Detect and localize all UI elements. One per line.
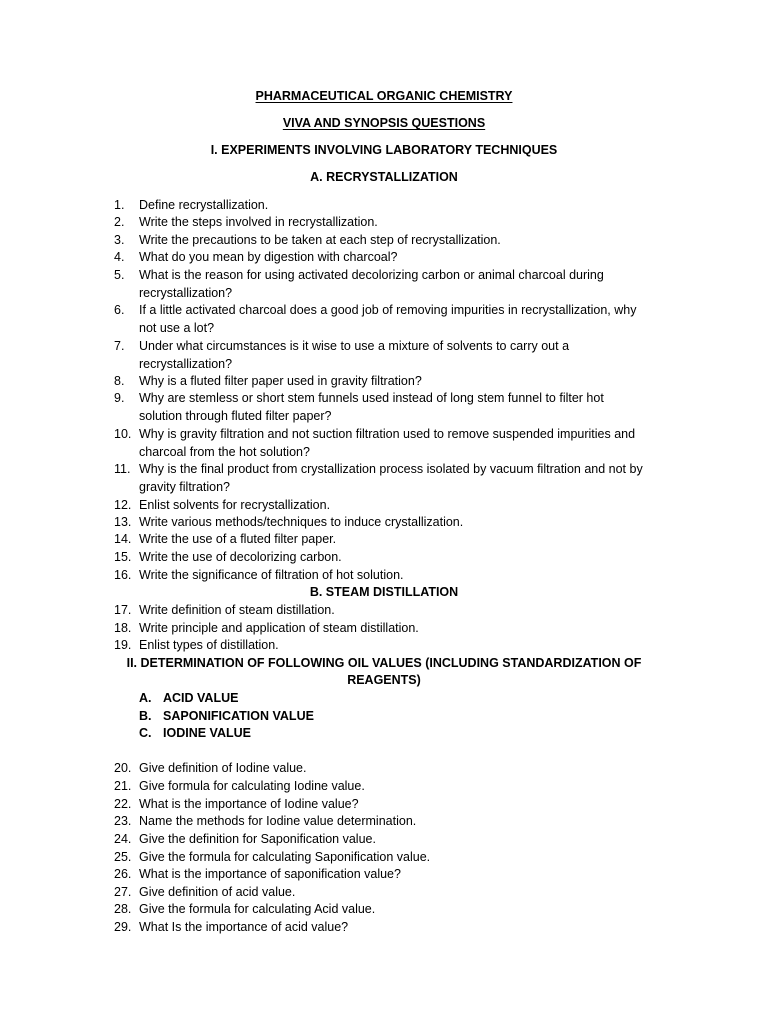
oil-value-label: SAPONIFICATION VALUE — [163, 709, 314, 723]
question-text: Under what circumstances is it wise to use a mixture of solvents to carry out a — [139, 339, 570, 353]
question-number: 26. — [114, 867, 132, 881]
question-number: 29. — [114, 920, 132, 934]
question-number: 3. — [114, 233, 125, 247]
question-text: Define recrystallization. — [139, 198, 269, 212]
question-number: 6. — [114, 303, 125, 317]
question-number: 17. — [114, 603, 132, 617]
question-text: If a little activated charcoal does a good job of removing impurities in recrystallization, why — [139, 303, 637, 317]
question-text: Give the formula for calculating Saponification value. — [139, 850, 431, 864]
question-text: Write principle and application of steam distillation. — [139, 621, 419, 635]
question-text: What is the reason for using activated decolorizing carbon or animal charcoal during — [139, 268, 604, 282]
question-number: 4. — [114, 250, 125, 264]
question-text: Name the methods for Iodine value determination. — [139, 814, 417, 828]
question-number: 16. — [114, 568, 132, 582]
question-text: Write the steps involved in recrystallization. — [139, 215, 378, 229]
oil-value-letter: A. — [139, 691, 152, 705]
question-number: 10. — [114, 427, 132, 441]
question-number: 9. — [114, 391, 125, 405]
question-text: What is the importance of Iodine value? — [139, 797, 359, 811]
question-text: Enlist solvents for recrystallization. — [139, 498, 331, 512]
question-text: Write the significance of filtration of hot solution. — [139, 568, 404, 582]
question-text: Write definition of steam distillation. — [139, 603, 335, 617]
question-text: What do you mean by digestion with charcoal? — [139, 250, 398, 264]
question-number: 28. — [114, 902, 132, 916]
question-number: 2. — [114, 215, 125, 229]
question-number: 14. — [114, 532, 132, 546]
question-number: 25. — [114, 850, 132, 864]
question-text: gravity filtration? — [139, 479, 231, 494]
question-text: not use a lot? — [139, 320, 215, 335]
question-text: Write the use of decolorizing carbon. — [139, 550, 342, 564]
question-number: 7. — [114, 339, 125, 353]
question-text: Write the precautions to be taken at each step of recrystallization. — [139, 233, 501, 247]
question-number: 8. — [114, 374, 125, 388]
section-heading-a: A. RECRYSTALLIZATION — [310, 170, 458, 184]
question-text: Write various methods/techniques to induce crystallization. — [139, 515, 464, 529]
question-text: Why are stemless or short stem funnels used instead of long stem funnel to filter hot — [139, 391, 604, 405]
question-number: 18. — [114, 621, 132, 635]
question-text: Give the definition for Saponification value. — [139, 832, 376, 846]
question-number: 13. — [114, 515, 132, 529]
oil-value-label: ACID VALUE — [163, 691, 239, 705]
oil-value-letter: B. — [139, 709, 152, 723]
question-text: Why is a fluted filter paper used in gravity filtration? — [139, 374, 422, 388]
question-text: Write the use of a fluted filter paper. — [139, 532, 337, 546]
question-text: What is the importance of saponification value? — [139, 867, 401, 881]
oil-value-label: IODINE VALUE — [163, 726, 251, 740]
question-number: 27. — [114, 885, 132, 899]
section-heading-2-line1: II. DETERMINATION OF FOLLOWING OIL VALUES (INCLUDING STANDARDIZATION OF — [126, 656, 642, 670]
section-heading-2-line2: REAGENTS) — [347, 673, 421, 687]
section-heading-1: I. EXPERIMENTS INVOLVING LABORATORY TECHNIQUES — [210, 143, 558, 157]
document-title: PHARMACEUTICAL ORGANIC CHEMISTRY — [255, 89, 513, 103]
document-subtitle: VIVA AND SYNOPSIS QUESTIONS — [282, 116, 486, 130]
question-number: 1. — [114, 198, 125, 212]
question-text: solution through fluted filter paper? — [139, 408, 332, 423]
question-text: Enlist types of distillation. — [139, 638, 279, 652]
question-text: Give formula for calculating Iodine value. — [139, 779, 365, 793]
section-heading-b: B. STEAM DISTILLATION — [309, 585, 459, 599]
oil-value-letter: C. — [139, 726, 152, 740]
question-number: 23. — [114, 814, 132, 828]
question-text: charcoal from the hot solution? — [139, 444, 310, 459]
question-number: 12. — [114, 498, 132, 512]
question-text: Give definition of acid value. — [139, 885, 296, 899]
question-number: 11. — [114, 462, 131, 476]
question-number: 22. — [114, 797, 132, 811]
question-text: recrystallization? — [139, 285, 233, 300]
question-text: What Is the importance of acid value? — [139, 920, 349, 934]
question-text: Why is gravity filtration and not suction filtration used to remove suspended impurities and — [139, 427, 636, 441]
question-text: Why is the final product from crystallization process isolated by vacuum filtration and not by — [139, 462, 643, 476]
question-text: recrystallization? — [139, 356, 233, 371]
question-text: Give the formula for calculating Acid value. — [139, 902, 376, 916]
question-number: 24. — [114, 832, 132, 846]
question-number: 19. — [114, 638, 132, 652]
question-number: 5. — [114, 268, 125, 282]
question-number: 20. — [114, 761, 132, 775]
question-number: 15. — [114, 550, 132, 564]
question-number: 21. — [114, 779, 132, 793]
question-text: Give definition of Iodine value. — [139, 761, 307, 775]
